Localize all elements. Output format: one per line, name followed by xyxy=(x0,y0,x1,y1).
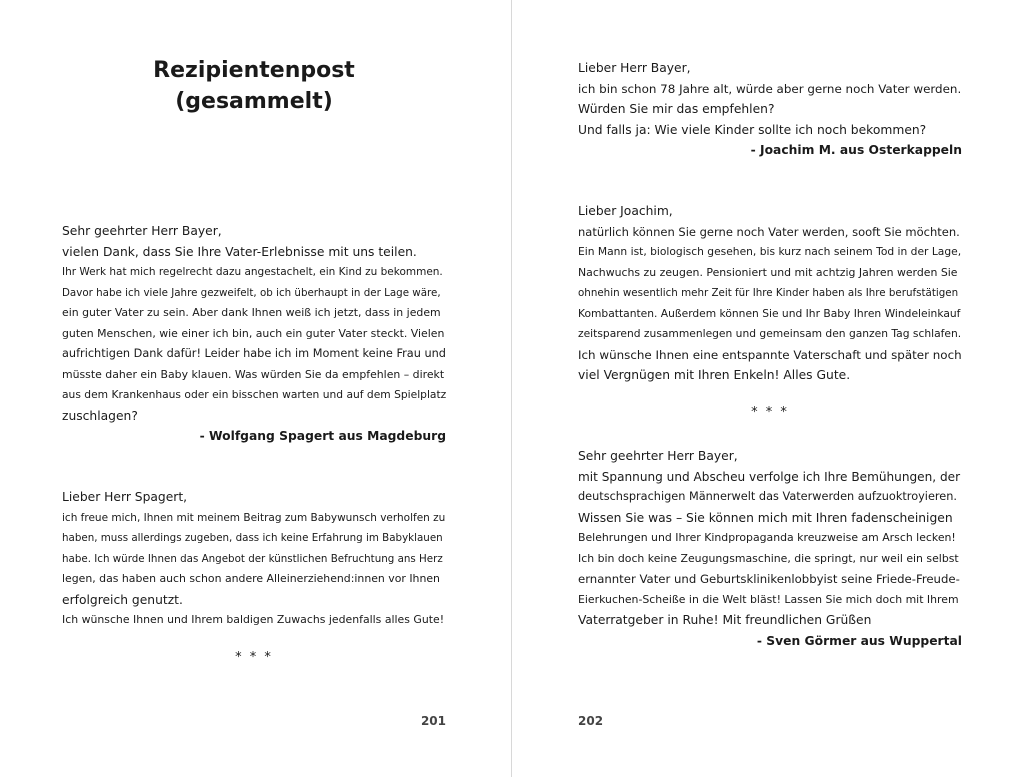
text-line: mit Spannung und Abscheu verfolge ich Ihre Bemühungen, der xyxy=(578,469,961,484)
reply-spagert xyxy=(62,487,446,631)
text-line: aus dem Krankenhaus oder ein bisschen warten und auf dem Spielplatz xyxy=(62,388,447,401)
text-line: erfolgreich genutzt. xyxy=(62,592,183,607)
text-line: legen, das haben auch schon andere Alleinerziehend:innen vor Ihnen xyxy=(62,572,440,585)
text-line: viel Vergnügen mit Ihren Enkeln! Alles Gute. xyxy=(578,368,851,382)
text-line: ich bin schon 78 Jahre alt, würde aber gerne noch Vater werden. xyxy=(578,81,962,96)
signature-joachim: - Joachim M. aus Osterkappeln xyxy=(750,143,962,157)
section-separator: * * * xyxy=(751,405,789,420)
text-line: Sehr geehrter Herr Bayer, xyxy=(62,224,222,238)
text-line: zeitsparend zusammenlegen und gemeinsam den ganzen Tag schlafen. xyxy=(578,327,962,340)
letter-wolfgang xyxy=(62,221,446,447)
text-line: Lieber Joachim, xyxy=(578,204,673,218)
page-gutter xyxy=(511,0,512,777)
text-line: Nachwuchs zu zeugen. Pensioniert und mit achtzig Jahren werden Sie xyxy=(578,265,958,279)
text-line: Sehr geehrter Herr Bayer, xyxy=(578,449,738,463)
title-line-1: Rezipientenpost xyxy=(153,58,355,83)
text-line: natürlich können Sie gerne noch Vater werden, sooft Sie möchten. xyxy=(578,224,960,239)
left-page xyxy=(62,0,446,777)
text-line: Lieber Herr Bayer, xyxy=(578,61,691,75)
text-line: Und falls ja: Wie viele Kinder sollte ich noch bekommen? xyxy=(578,122,927,137)
text-line: Wissen Sie was – Sie können mich mit Ihren fadenscheinigen xyxy=(578,510,953,525)
text-line: müsste daher ein Baby klauen. Was würden Sie da empfehlen – direkt xyxy=(62,367,445,381)
text-line: Ich wünsche Ihnen eine entspannte Vaterschaft und später noch xyxy=(578,347,962,362)
text-line: guten Menschen, wie einer ich bin, auch ein guter Vater steckt. Vielen xyxy=(62,326,445,340)
signature-wolfgang: - Wolfgang Spagert aus Magdeburg xyxy=(199,429,446,443)
text-line: ohnehin wesentlich mehr Zeit für Ihre Kinder haben als Ihre berufstätigen xyxy=(578,287,959,299)
text-line: Ich wünsche Ihnen und Ihrem baldigen Zuwachs jedenfalls alles Gute! xyxy=(62,613,445,626)
text-line: Würden Sie mir das empfehlen? xyxy=(578,102,775,116)
page-title xyxy=(62,55,446,117)
reply-joachim xyxy=(578,201,962,386)
text-line: Ein Mann ist, biologisch gesehen, bis kurz nach seinem Tod in der Lage, xyxy=(578,245,962,258)
text-line: ernannter Vater und Geburtsklinikenlobbyist seine Friede-Freude- xyxy=(578,572,960,586)
text-line: Kombattanten. Außerdem können Sie und Ihr Baby Ihren Windeleinkauf xyxy=(578,306,961,320)
letter-joachim xyxy=(578,58,962,161)
text-line: aufrichtigen Dank dafür! Leider habe ich im Moment keine Frau und xyxy=(62,347,446,360)
section-separator: * * * xyxy=(235,650,273,665)
signature-sven: - Sven Görmer aus Wuppertal xyxy=(756,633,962,648)
text-line: Lieber Herr Spagert, xyxy=(62,490,188,504)
text-line: Ich bin doch keine Zeugungsmaschine, die springt, nur weil ein selbst xyxy=(578,551,959,565)
title-line-2: (gesammelt) xyxy=(175,89,333,114)
page-number: 202 xyxy=(578,714,604,728)
text-line: Ihr Werk hat mich regelrecht dazu angestachelt, ein Kind zu bekommen. xyxy=(62,266,443,278)
letter-sven xyxy=(578,446,962,651)
text-line: habe. Ich würde Ihnen das Angebot der künstlichen Befruchtung ans Herz xyxy=(62,552,443,565)
text-line: ein guter Vater zu sein. Aber dank Ihnen weiß ich jetzt, dass in jedem xyxy=(62,306,441,319)
text-line: Eierkuchen-Scheiße in die Welt bläst! Lassen Sie mich doch mit Ihrem xyxy=(578,592,959,606)
text-line: ich freue mich, Ihnen mit meinem Beitrag zum Babywunsch verholfen zu xyxy=(62,511,446,524)
text-line: vielen Dank, dass Sie Ihre Vater-Erlebnisse mit uns teilen. xyxy=(62,244,417,259)
text-line: haben, muss allerdings zugeben, dass ich keine Erfahrung im Babyklauen xyxy=(62,532,443,544)
right-page xyxy=(578,0,962,777)
text-line: Davor habe ich viele Jahre gezweifelt, ob ich überhaupt in der Lage wäre, xyxy=(62,286,441,299)
text-line: Belehrungen und Ihrer Kindpropaganda kreuzweise am Arsch lecken! xyxy=(578,531,956,544)
text-line: deutschsprachigen Männerwelt das Vaterwerden aufzuoktroyieren. xyxy=(578,490,957,503)
text-line: zuschlagen? xyxy=(62,408,138,423)
page-number: 201 xyxy=(420,714,446,728)
text-line: Vaterratgeber in Ruhe! Mit freundlichen Grüßen xyxy=(578,613,872,627)
